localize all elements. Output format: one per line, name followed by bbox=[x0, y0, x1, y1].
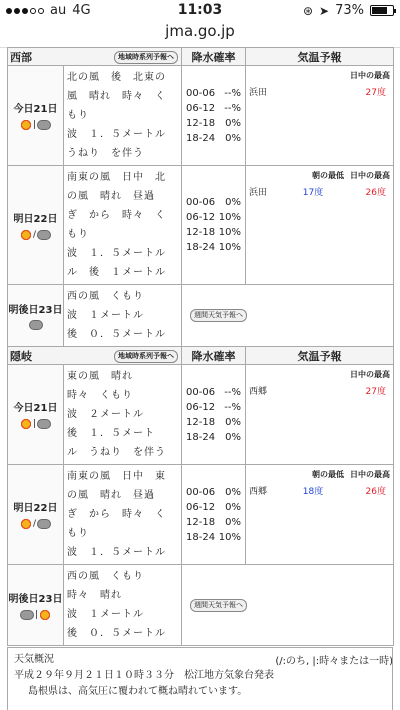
temperature-cell bbox=[246, 166, 394, 285]
forecast-line: 波 ２メートル bbox=[67, 409, 144, 420]
rain-row: 18-24 10% bbox=[186, 531, 241, 543]
station-name: 西郷 bbox=[249, 387, 268, 397]
forecast-line: 時々 くもり bbox=[67, 390, 133, 401]
day-label: 明後日23日 bbox=[8, 305, 63, 316]
temperature-cell bbox=[246, 465, 394, 565]
day-label-cell: 今日21日 | bbox=[8, 365, 64, 465]
forecast-text bbox=[64, 285, 182, 347]
rain-row: 06-12 --% bbox=[186, 102, 241, 114]
forecast-text bbox=[64, 565, 182, 646]
max-temp-head: 日中の最高 bbox=[350, 71, 390, 80]
forecast-line: の風 晴れ 昼過 bbox=[67, 490, 155, 501]
rain-row: 06-12 --% bbox=[186, 401, 241, 413]
area-name: 西部 地域時系列予報へ bbox=[8, 48, 182, 66]
rain-row: 00-06 0% bbox=[186, 486, 241, 498]
forecast-line: ぎ から 時々 く bbox=[67, 210, 166, 221]
network-label: 4G bbox=[72, 3, 91, 18]
max-temp: 26度 bbox=[365, 188, 386, 198]
day-label-cell bbox=[8, 285, 64, 347]
day-label: 明日22日 bbox=[13, 503, 58, 514]
rain-row: 12-18 0% bbox=[186, 516, 241, 528]
day-label: 明後日23日 bbox=[8, 593, 63, 605]
forecast-line: 風 晴れ 時々 く bbox=[67, 91, 166, 102]
station-name: 浜田 bbox=[249, 188, 268, 198]
min-temp-head: 朝の最低 bbox=[312, 470, 344, 479]
forecast-line: もり bbox=[67, 229, 89, 240]
forecast-line: 波 １．５メートル bbox=[67, 129, 166, 140]
forecast-line: もり bbox=[67, 110, 89, 121]
weekly-forecast-button[interactable]: 週間天気予報へ bbox=[190, 599, 247, 612]
area-name: 隠岐 地域時系列予報へ bbox=[8, 347, 182, 365]
forecast-line: 西の風 くもり bbox=[67, 291, 144, 302]
series-forecast-button[interactable]: 地域時系列予報へ bbox=[114, 51, 178, 64]
clock: 11:03 bbox=[177, 2, 223, 18]
forecast-line: 後 ０．５メートル bbox=[67, 628, 166, 639]
day-label-cell: 明日22日 / bbox=[8, 465, 64, 565]
forecast-line: もり bbox=[67, 528, 89, 539]
rain-probability bbox=[182, 66, 246, 166]
url-text: jma.go.jp bbox=[165, 22, 235, 40]
min-temp: 18度 bbox=[302, 487, 324, 497]
min-temp: 17度 bbox=[302, 188, 324, 198]
weekly-cell bbox=[182, 285, 394, 347]
rain-header: 降水確率 bbox=[182, 347, 246, 365]
forecast-row bbox=[8, 166, 394, 285]
day-label: 明日22日 bbox=[13, 213, 58, 225]
forecast-row bbox=[8, 365, 394, 465]
cloud-icon bbox=[29, 320, 43, 330]
forecast-line: 南東の風 日中 北 bbox=[67, 172, 166, 183]
weekly-cell bbox=[182, 565, 394, 646]
max-temp: 27度 bbox=[365, 88, 386, 98]
rain-row: 12-18 0% bbox=[186, 117, 241, 129]
forecast-line: 時々 晴れ bbox=[67, 590, 122, 601]
forecast-text bbox=[64, 66, 182, 166]
forecast-row bbox=[8, 66, 394, 166]
forecast-row bbox=[8, 285, 394, 347]
forecast-line: ル うねり を伴う bbox=[67, 447, 166, 458]
status-bar bbox=[0, 0, 400, 20]
min-temp-head: 朝の最低 bbox=[312, 171, 344, 180]
forecast-row bbox=[8, 465, 394, 565]
forecast-line: ル 後 １メートル bbox=[67, 267, 166, 278]
rain-row: 12-18 0% bbox=[186, 416, 241, 428]
forecast-line: の風 晴れ 昼過 bbox=[67, 191, 155, 202]
rain-row: 06-12 10% bbox=[186, 212, 241, 223]
sun-icon bbox=[20, 518, 32, 530]
forecast-text bbox=[64, 166, 182, 285]
legend-note: (/:のち, |:時々または一時) bbox=[275, 656, 393, 667]
station-name: 浜田 bbox=[249, 88, 268, 98]
cloud-icon bbox=[20, 610, 34, 620]
forecast-line: 波 １．５メートル bbox=[67, 248, 166, 259]
max-temp-head: 日中の最高 bbox=[350, 171, 390, 180]
rain-row: 00-06 --% bbox=[186, 87, 241, 99]
series-forecast-button[interactable]: 地域時系列予報へ bbox=[114, 350, 178, 363]
address-bar[interactable] bbox=[0, 20, 400, 48]
forecast-content bbox=[7, 47, 393, 667]
battery-percent: 73% bbox=[335, 3, 364, 18]
temperature-cell bbox=[246, 365, 394, 465]
sun-icon bbox=[20, 119, 32, 131]
overview-title: 天気概況 bbox=[14, 654, 54, 665]
forecast-line: 後 ０．５メートル bbox=[67, 329, 166, 340]
sun-icon bbox=[39, 609, 51, 621]
weekly-forecast-button[interactable]: 週間天気予報へ bbox=[190, 309, 247, 322]
day-label: 今日21日 bbox=[13, 403, 58, 414]
forecast-line: 波 １メートル bbox=[67, 609, 144, 620]
max-temp-head: 日中の最高 bbox=[350, 470, 390, 479]
forecast-line: うねり を伴う bbox=[67, 148, 144, 159]
rain-header: 降水確率 bbox=[182, 48, 246, 66]
rain-probability bbox=[182, 166, 246, 285]
location-arrow-icon: ➤ bbox=[319, 3, 330, 18]
day-label-cell: 明後日23日 | bbox=[8, 565, 64, 646]
cloud-icon bbox=[37, 419, 51, 429]
cloud-icon bbox=[37, 120, 51, 130]
rain-row: 06-12 0% bbox=[186, 501, 241, 513]
rotation-lock-icon: ⊛ bbox=[302, 3, 314, 18]
forecast-line: 波 １メートル bbox=[67, 310, 144, 321]
forecast-line: ぎ から 時々 く bbox=[67, 509, 166, 520]
rain-row: 12-18 10% bbox=[186, 227, 241, 238]
rain-row: 00-06 0% bbox=[186, 197, 241, 208]
rain-probability bbox=[182, 465, 246, 565]
rain-row: 00-06 --% bbox=[186, 386, 241, 398]
forecast-row bbox=[8, 565, 394, 646]
carrier-label: au bbox=[50, 3, 67, 18]
day-label-cell: 明日22日 / bbox=[8, 166, 64, 285]
rain-row: 18-24 10% bbox=[186, 242, 241, 253]
cloud-icon bbox=[37, 519, 51, 529]
weather-overview bbox=[7, 647, 393, 710]
forecast-line: 南東の風 日中 東 bbox=[67, 471, 166, 482]
sun-icon bbox=[20, 229, 32, 241]
forecast-line: 東の風 晴れ bbox=[67, 371, 133, 382]
overview-body: 島根県は、高気圧に覆われて概ね晴れています。 bbox=[28, 686, 248, 697]
forecast-table bbox=[7, 47, 394, 646]
forecast-line: 北の風 後 北東の bbox=[67, 72, 166, 83]
forecast-line: 波 １．５メートル bbox=[67, 547, 166, 558]
forecast-line: 西の風 くもり bbox=[67, 571, 144, 582]
rain-probability bbox=[182, 365, 246, 465]
temp-header: 気温予報 bbox=[246, 48, 394, 66]
station-name: 西郷 bbox=[249, 487, 268, 497]
cloud-icon bbox=[37, 230, 51, 240]
max-temp-head: 日中の最高 bbox=[350, 370, 390, 379]
rain-row: 18-24 0% bbox=[186, 431, 241, 443]
forecast-text bbox=[64, 365, 182, 465]
forecast-text bbox=[64, 465, 182, 565]
temperature-cell bbox=[246, 66, 394, 166]
forecast-line: 後 １．５メート bbox=[67, 428, 155, 439]
max-temp: 27度 bbox=[365, 387, 386, 397]
max-temp: 26度 bbox=[365, 487, 386, 497]
temp-header: 気温予報 bbox=[246, 347, 394, 365]
battery-icon bbox=[370, 5, 394, 16]
sun-icon bbox=[20, 418, 32, 430]
overview-issued: 平成２９年９月２１日１０時３３分 松江地方気象台発表 bbox=[14, 670, 274, 681]
day-label: 今日21日 bbox=[13, 104, 58, 115]
rain-row: 18-24 0% bbox=[186, 132, 241, 144]
day-label-cell: 今日21日 | bbox=[8, 66, 64, 166]
